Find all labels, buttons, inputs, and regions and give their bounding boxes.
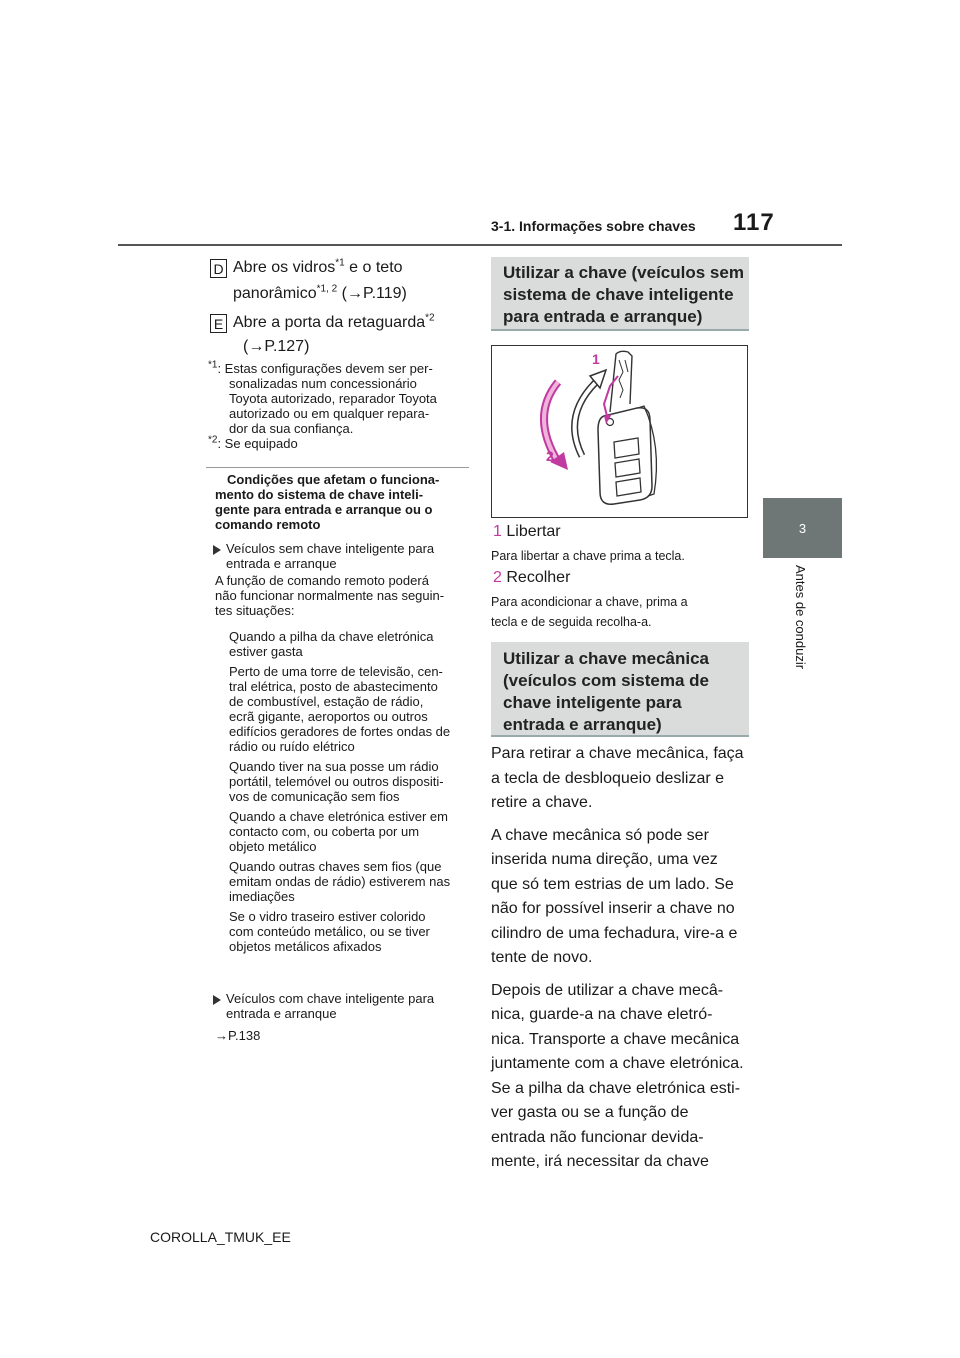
- b0-l0: Quando a pilha da chave eletrónica: [229, 629, 434, 644]
- list-item: [229, 629, 450, 659]
- figure-label-2: 2: [546, 448, 554, 464]
- intro-text: [215, 573, 444, 618]
- list-item: [229, 909, 450, 954]
- intro-3: tes situações:: [215, 603, 295, 618]
- item-d-text2b: (→P.119): [337, 285, 407, 302]
- footer-model: COROLLA_TMUK_EE: [150, 1229, 291, 1245]
- item-e-text1: Abre a porta da retaguarda: [233, 314, 426, 331]
- subhead-1-line2: entrada e arranque: [226, 556, 337, 571]
- sec2-line2: (veículos com sistema de: [503, 671, 709, 690]
- item-d-text2: panorâmico: [233, 285, 317, 302]
- step-2-desc-1: Para acondicionar a chave, prima a: [491, 595, 688, 609]
- step-1: [493, 523, 561, 541]
- b4-l1: emitam ondas de rádio) estiverem nas: [229, 874, 451, 889]
- list-item: [229, 759, 450, 804]
- list-item: [229, 809, 450, 854]
- note-text-6: : Se equipado: [217, 436, 298, 451]
- separator-rule: [206, 467, 469, 468]
- b3-l1: contacto com, ou coberta por um: [229, 824, 420, 839]
- page-ref: →P.138: [215, 1028, 261, 1043]
- step-1-title: Libertar: [506, 523, 561, 540]
- p-l5: que só tem estrias de um lado. Se: [491, 875, 734, 893]
- list-item: [229, 859, 450, 904]
- p-l9: Depois de utilizar a chave mecâ-: [491, 981, 724, 999]
- item-d-text1: Abre os vidros: [233, 259, 336, 276]
- note-4: autorizado ou em qualquer repara-: [229, 406, 430, 421]
- b1-l1: tral elétrica, posto de abastecimento: [229, 679, 438, 694]
- step-2-desc-2: tecla e de seguida recolha-a.: [491, 615, 652, 629]
- note-3: Toyota autorizado, reparador Toyota: [229, 391, 437, 406]
- note-5: dor da sua confiança.: [229, 421, 354, 436]
- subhead-1: [226, 541, 434, 571]
- chapter-title-vertical: [788, 565, 808, 695]
- item-e-line2: (→P.127): [243, 338, 310, 355]
- p-l1: a tecla de desbloqueio deslizar e: [491, 769, 725, 787]
- step-2-desc: [491, 592, 688, 632]
- note-2: sonalizadas num concessionário: [229, 376, 417, 391]
- b1-l3: ecrã gigante, aeroportos ou outros: [229, 709, 428, 724]
- conditions-title-3: gente para entrada e arranque ou o: [215, 502, 433, 517]
- sec1-line3: para entrada e arranque): [503, 307, 703, 326]
- conditions-title: [215, 472, 439, 532]
- sec2-line1: Utilizar a chave mecânica: [503, 649, 710, 668]
- arrow-right-icon: [213, 545, 221, 555]
- b2-l2: vos de comunicação sem fios: [229, 789, 400, 804]
- b1-l5: rádio ou ruído elétrico: [229, 739, 355, 754]
- key-illustration: [492, 346, 747, 517]
- sec1-line1: Utilizar a chave (veículos sem: [503, 263, 744, 282]
- p-l0: Para retirar a chave mecânica, faça: [491, 745, 744, 762]
- p-l16: mente, irá necessitar da chave: [491, 1153, 709, 1170]
- p-l4: inserida numa direção, uma vez: [491, 851, 718, 868]
- note-text-1: : Estas configurações devem ser per-: [217, 361, 433, 376]
- b0-l1: estiver gasta: [229, 644, 303, 659]
- b1-l4: edifícios geradores de fortes ondas de: [229, 724, 451, 739]
- header-rule: [118, 244, 842, 246]
- b5-l2: objetos metálicos afixados: [229, 939, 382, 954]
- key-figure: [491, 345, 748, 518]
- step-2-title: Recolher: [506, 569, 571, 586]
- b5-l0: Se o vidro traseiro estiver colorido: [229, 909, 426, 924]
- chapter-tab: [763, 498, 842, 558]
- note-1: [208, 361, 437, 376]
- step-2: [493, 569, 570, 587]
- item-d-sup2: *1, 2: [316, 283, 338, 295]
- p-l3: A chave mecânica só pode ser: [491, 826, 709, 844]
- b4-l0: Quando outras chaves sem fios (que: [229, 859, 442, 874]
- figure-label-1: 1: [592, 351, 600, 367]
- conditions-title-4: comando remoto: [215, 517, 321, 532]
- item-d-line2: [233, 282, 407, 306]
- p-l14: ver gasta ou se a função de: [491, 1104, 689, 1121]
- arrow-right-icon: [213, 995, 221, 1005]
- p-l7: cilindro de uma fechadura, vire-a e: [491, 924, 738, 942]
- sec1-line2: sistema de chave inteligente: [503, 285, 734, 304]
- item-d-line1: [233, 256, 403, 280]
- b3-l2: objeto metálico: [229, 839, 317, 854]
- sec2-line4: entrada e arranque): [503, 715, 662, 734]
- p-l6: não for possível inserir a chave no: [491, 900, 735, 917]
- b5-l1: com conteúdo metálico, ou se tiver: [229, 924, 430, 939]
- p-l10: nica, guarde-a na chave eletró-: [491, 1006, 713, 1023]
- item-e-sup1: *2: [425, 312, 435, 324]
- conditions-title-1: Condições que afetam o funciona-: [227, 472, 440, 487]
- footnotes: [208, 361, 437, 451]
- b1-l0: Perto de uma torre de televisão, cen-: [229, 664, 443, 679]
- item-e-line1: [233, 311, 435, 335]
- section-heading-2: [491, 642, 749, 737]
- note-6: [208, 436, 437, 451]
- subhead-1-line1: Veículos sem chave inteligente para: [226, 541, 435, 556]
- b2-l1: portátil, telemóvel ou outros dispositi-: [229, 774, 444, 789]
- note-mark-1: *1: [208, 359, 218, 371]
- section-heading-1: [491, 257, 749, 331]
- step-2-num: 2: [493, 569, 502, 586]
- chapter-title: Antes de conduzir: [793, 565, 808, 670]
- item-d-sup1: *1: [335, 257, 345, 269]
- sec2-line3: chave inteligente para: [503, 693, 682, 712]
- conditions-title-2: mento do sistema de chave inteli-: [215, 487, 424, 502]
- bullet-list: [229, 629, 450, 959]
- intro-2: não funcionar normalmente nas seguin-: [215, 588, 445, 603]
- p-l13: Se a pilha da chave eletrónica esti-: [491, 1079, 741, 1097]
- step-1-num: 1: [493, 523, 502, 540]
- b2-l0: Quando tiver na sua posse um rádio: [229, 759, 439, 774]
- subhead-2-line1: Veículos com chave inteligente para: [226, 991, 435, 1006]
- chapter-number: 3: [798, 520, 807, 536]
- label-d: D: [210, 259, 227, 278]
- page-number: 117: [733, 209, 775, 236]
- note-mark-2: *2: [208, 434, 218, 446]
- intro-1: A função de comando remoto poderá: [215, 573, 429, 588]
- b4-l2: imediações: [229, 889, 295, 904]
- section-title: 3-1. Informações sobre chaves: [491, 218, 696, 234]
- body-text: [491, 742, 756, 1175]
- p-l15: entrada não funcionar devida-: [491, 1128, 704, 1146]
- p-l8: tente de novo.: [491, 949, 593, 966]
- p-l11: nica. Transporte a chave mecânica: [491, 1030, 740, 1048]
- p-l2: retire a chave.: [491, 794, 593, 811]
- subhead-2: [226, 991, 434, 1021]
- step-1-desc: Para libertar a chave prima a tecla.: [491, 549, 685, 563]
- subhead-2-line2: entrada e arranque: [226, 1006, 337, 1021]
- item-d-text1b: e o teto: [344, 259, 403, 276]
- p-l12: juntamente com a chave eletrónica.: [491, 1055, 744, 1072]
- b3-l0: Quando a chave eletrónica estiver em: [229, 809, 448, 824]
- b1-l2: de combustível, estação de rádio,: [229, 694, 424, 709]
- label-e: E: [210, 314, 227, 333]
- list-item: [229, 664, 450, 754]
